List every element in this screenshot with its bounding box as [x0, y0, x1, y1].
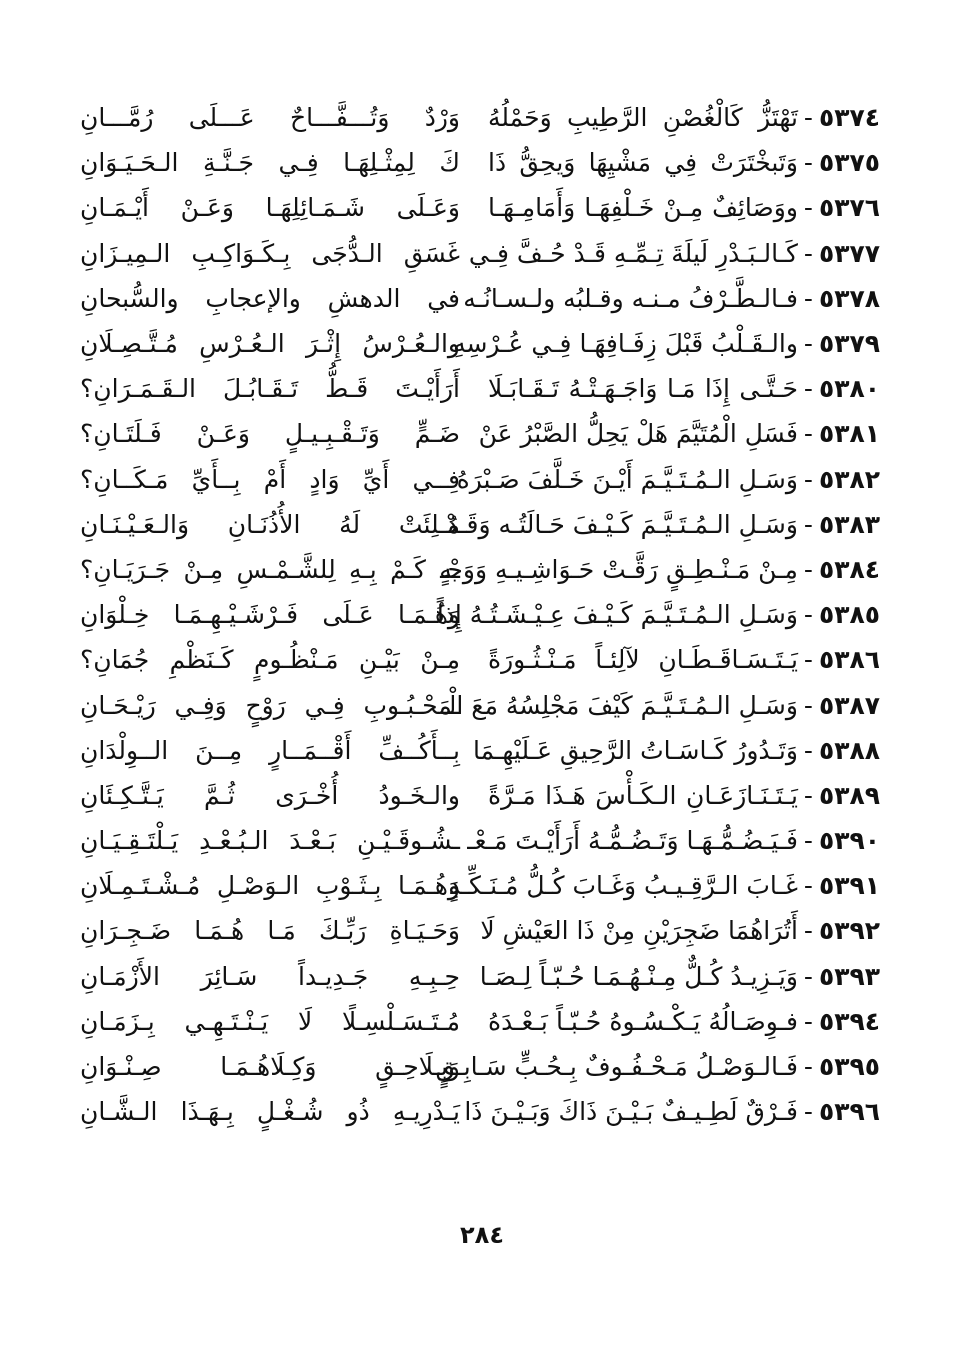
- verse-first-hemistich: [480, 645, 880, 674]
- verse-number: ٥٣٨٣: [818, 509, 880, 539]
- first-hemistich-text: وَسَـلِ الـمُـتَـيَّـمَ كَـيْـفَ عِـيْـشَـتُـهُ إِذاً: [436, 600, 798, 630]
- verse-row: [80, 185, 880, 230]
- verse-first-hemistich: [480, 103, 880, 132]
- verse-number: ٥٣٩٣: [818, 961, 880, 991]
- first-hemistich-text: فَـرْقٌ لَطِـيـفٌ بَـيْـنَ ذَاكَ وَبَـيْـنَ ذَا: [464, 1097, 798, 1127]
- verse-first-hemistich: [446, 509, 880, 539]
- verse-number: ٥٣٩١: [818, 871, 880, 901]
- verse-number-dash: -: [803, 419, 813, 449]
- verse-number: ٥٣٧٨: [818, 283, 880, 313]
- first-hemistich-text: وَيَـزِيـدُ كُـلٌّ مِـنْـهُـمَـا حُـبّـاً لِـصَـا: [479, 961, 798, 991]
- first-hemistich-text: حَـتَّـى إِذَا مَـا وَاجَـهَـتْـهُ تَـقَـابَـلَا: [488, 374, 798, 404]
- verse-second-hemistich: حِـبِـهِ جَـدِيـداً سَـائِرَ الأَزْمَـانِ: [80, 961, 460, 991]
- verse-second-hemistich: فِــي أَيِّ وَادٍ أَمْ بِــأَيِّ مَـكَــانِ؟: [80, 464, 460, 494]
- verse-row: [80, 321, 880, 366]
- verse-number-dash: -: [803, 1006, 813, 1036]
- first-hemistich-text: ووَصَائِفٌ مِـنْ خَـلْفِهَـا وَأَمَامِـهَـا: [488, 193, 798, 223]
- first-hemistich-text: والـقَـلْبُ قَبْلَ زِفَـافِهَـا فِـي عُـرْسِهِ: [453, 329, 798, 359]
- verse-number-dash: -: [803, 238, 813, 268]
- verse-number-dash: -: [803, 1052, 813, 1082]
- verse-number: ٥٣٧٦: [818, 193, 880, 223]
- verse-number: ٥٣٨٦: [818, 645, 880, 675]
- verse-second-hemistich: بِــأَكُــفِّ أَقْــمَــارٍ مِــنَ الــوِلْدَانِ: [80, 735, 460, 765]
- verse-row: [80, 908, 880, 953]
- verse-first-hemistich: [468, 238, 880, 268]
- verse-number-dash: -: [803, 600, 813, 630]
- verse-first-hemistich: [448, 871, 880, 901]
- verse-number-dash: -: [803, 103, 813, 133]
- verse-second-hemistich: وَهُـمَـا بِـثَـوْبِ الـوَصْـلِ مُـشْـتَـمِـلَانِ: [80, 871, 460, 901]
- verse-second-hemistich: ضَـمٍّ وَتَـقْـبِـيـلٍ وَعَـنْ فَـلَتَـانِ؟: [80, 419, 460, 449]
- verse-number-dash: -: [803, 509, 813, 539]
- verse-number-dash: -: [803, 329, 813, 359]
- verse-second-hemistich: والـخَـودُ أُخْـرَى ثُـمَّ يَـتَّـكِـئَانِ: [80, 780, 460, 810]
- verse-second-hemistich: والـعُـرْسُ إِثْـرَ الـعُـرْسِ مُـتَّـصِـلَانِ: [80, 329, 460, 359]
- first-hemistich-text: فَـيَـضُـمُّـهَـا وَتَـضُـمُّـهُ أَرَأَيْـتَ مَـعْـ: [467, 826, 798, 856]
- verse-second-hemistich: وَهُـمَـا عَـلَى فَـرْشَـيْـهِـمَـا خِـلْوَانِ: [80, 600, 460, 630]
- verse-number-dash: -: [803, 554, 813, 584]
- first-hemistich-text: فـوِصَـالُهُ يَـكْـسُـوهُ حُـبّـاً بَـعْـدَهُ: [488, 1006, 798, 1036]
- verse-number: ٥٣٨٩: [818, 780, 880, 810]
- verse-number: ٥٣٩٢: [818, 916, 880, 946]
- verse-first-hemistich: [480, 781, 880, 810]
- verse-row: [80, 366, 880, 411]
- verse-row: [80, 411, 880, 456]
- verse-second-hemistich: مُـلِئَتْ لَهُ الأُذُنَـانِ وَالـعَـيْـنَـانِ: [80, 509, 460, 539]
- verse-first-hemistich: [480, 148, 880, 177]
- verse-second-hemistich: يَـدْرِيـهِ ذُو شُـغْـلٍ بِـهَـذَا الـشَّـانِ: [80, 1097, 460, 1127]
- verse-number: ٥٣٨٢: [818, 464, 880, 494]
- verse-row: [80, 231, 880, 276]
- first-hemistich-text: أَتُرَاهُمَا ضَجِرَيْنِ مِنْ ذَا العَيْشِ لَا: [480, 916, 798, 946]
- verse-row: [80, 682, 880, 727]
- first-hemistich-text: فـالـطَّـرْفُ مـنـه وقـلبُه ولـسـانُـه: [463, 283, 798, 313]
- verse-number: ٥٣٨٧: [818, 690, 880, 720]
- verse-row: [80, 95, 880, 140]
- verse-first-hemistich: [480, 962, 880, 991]
- verse-number-dash: -: [803, 283, 813, 313]
- verse-second-hemistich: ـهٍ كَـمْ بِـهِ لِلشَّـمْـسِ مِـنْ جَـرَيَـانِ؟: [80, 554, 460, 584]
- verse-row: [80, 502, 880, 547]
- first-hemistich-text: وَتَـدُورُ كَـاسَـاتُ الرَّحِيقِ عَـلَيْهِـمَا: [473, 735, 798, 765]
- verse-number-dash: -: [803, 464, 813, 494]
- verse-number-dash: -: [803, 916, 813, 946]
- verse-row: [80, 547, 880, 592]
- verse-first-hemistich: [480, 916, 880, 945]
- first-hemistich-text: تَهْتَزُّ كَالْغُصْنِ الرَّطِيبِ وَحَمْلُهُ: [488, 103, 798, 133]
- verse-number-dash: -: [803, 826, 813, 856]
- verse-number: ٥٣٧٥: [818, 148, 880, 178]
- verse-number-dash: -: [803, 193, 813, 223]
- verse-first-hemistich: [441, 690, 880, 720]
- verse-row: [80, 999, 880, 1044]
- verse-number-dash: -: [803, 871, 813, 901]
- verse-row: [80, 1089, 880, 1134]
- verse-number: ٥٣٩٠: [818, 826, 880, 856]
- verse-row: [80, 728, 880, 773]
- first-hemistich-text: يَـتَـنَـازَعَـانِ الـكَـأْسَ هَـذَا مَـرَّةً: [488, 780, 798, 810]
- verse-row: [80, 592, 880, 637]
- verse-row: [80, 1044, 880, 1089]
- first-hemistich-text: فَسَلِ الْمُتَيَّمَ هَلْ يَحِلُّ الصَّبْرُ عَنْ: [478, 419, 798, 449]
- verse-first-hemistich: [480, 419, 880, 448]
- verse-row: [80, 863, 880, 908]
- first-hemistich-text: كَـالـبَـدْرِ لَيلَةَ تِـمِّـهِ قَـدْ حُـفَّ فِـي: [468, 238, 798, 268]
- verse-number-dash: -: [803, 961, 813, 991]
- verse-number: ٥٣٨١: [818, 419, 880, 449]
- verse-first-hemistich: [440, 554, 880, 584]
- verse-number: ٥٣٨٠: [818, 374, 880, 404]
- verse-number-dash: -: [803, 645, 813, 675]
- verse-first-hemistich: [480, 193, 880, 222]
- verse-row: [80, 637, 880, 682]
- verse-row: [80, 773, 880, 818]
- first-hemistich-text: غَـابَ الـرَّقِـيـبُ وَغَـابَ كُـلُّ مُـنَـكِّـدٍ: [448, 871, 798, 901]
- first-hemistich-text: وَسَـلِ الـمُـتَـيَّـمَ كَـيْـفَ حَـالَتُـه وَقَـدْ: [446, 509, 798, 539]
- verse-first-hemistich: [480, 1007, 880, 1036]
- verse-second-hemistich: وَبِـلَاحِـقٍ وَكِـلَاهُـمَـا صِـنْـوَانِ: [80, 1052, 460, 1082]
- verse-first-hemistich: [463, 283, 880, 313]
- verse-number-dash: -: [803, 735, 813, 765]
- verse-second-hemistich: وَعَـلَى شَـمَـائِلِهَـا وَعَـنْ أَيْـمَـانِ: [80, 193, 460, 223]
- verse-second-hemistich: ـشُـوقَـيْـنِ بَـعْـدَ الـبُـعْـدِ يَـلْتَـقِـيَـانِ: [80, 826, 460, 856]
- verse-number: ٥٣٧٧: [818, 238, 880, 268]
- verse-second-hemistich: وَحَـيَـاةِ رَبِّـكَ مَـا هُـمَـا ضَـجِـرَانِ: [80, 916, 460, 946]
- verse-second-hemistich: ـمَحْـبُـوبِ فِـي رَوْحٍ وَفِـي رَيْـحَـانِ: [80, 690, 460, 720]
- verse-number: ٥٣٨٨: [818, 735, 880, 765]
- verse-number-dash: -: [803, 780, 813, 810]
- verse-number: ٥٣٨٥: [818, 600, 880, 630]
- verse-first-hemistich: [464, 1097, 880, 1127]
- verse-number: ٥٣٨٤: [818, 554, 880, 584]
- first-hemistich-text: وَتَبخْتَرَتْ فِي مَشْيِهَا وَيحِقُّ ذَا: [488, 148, 798, 178]
- verse-number-dash: -: [803, 148, 813, 178]
- verse-second-hemistich: كَ لِمِثْـلِهَـا فِـي جَـنَّـةِ الـحَـيَـوَانِ: [80, 148, 460, 178]
- verse-second-hemistich: غَسَقِ الـدُّجَى بِـكَـوَاكِـبِ الـمِيـزَانِ: [80, 238, 460, 268]
- verse-number: ٥٣٩٦: [818, 1097, 880, 1127]
- first-hemistich-text: وَسَـلِ الـمُـتَـيَّـمَ أَيْـنَ خَـلَّفَ صَـبْرَهُ: [456, 464, 798, 494]
- verse-number-dash: -: [803, 690, 813, 720]
- verse-second-hemistich: مُـتَـسَـلْسِـلًا لَا يَـنْـتَـهِـي بِـزَمَـانِ: [80, 1006, 460, 1036]
- verse-first-hemistich: [453, 329, 880, 359]
- first-hemistich-text: وَسَـلِ الـمُـتَـيَّـمَ كَيْفَ مَجْلِسُهُ مَعَ الْـ: [441, 690, 798, 720]
- page-number: ٢٨٤: [460, 1221, 504, 1249]
- verse-number: ٥٣٧٤: [818, 103, 880, 133]
- verse-first-hemistich: [435, 1052, 880, 1082]
- verse-second-hemistich: وَرْدٌ وَتُـــفَّـــاحٌ عَـــلَى رُمَّـــانِ: [80, 103, 460, 133]
- verse-number: ٥٣٧٩: [818, 329, 880, 359]
- verse-row: [80, 276, 880, 321]
- verse-first-hemistich: [473, 735, 880, 765]
- verse-first-hemistich: [480, 374, 880, 403]
- verse-first-hemistich: [467, 826, 880, 856]
- verse-row: [80, 457, 880, 502]
- verse-number: ٥٣٩٤: [818, 1006, 880, 1036]
- verse-row: [80, 818, 880, 863]
- first-hemistich-text: يَـتَـسَـاقَـطَـانِ لآلِئـاً مَـنْـثُـورَةً: [488, 645, 798, 675]
- verse-number-dash: -: [803, 1097, 813, 1127]
- verse-first-hemistich: [456, 464, 880, 494]
- verse-number: ٥٣٩٥: [818, 1052, 880, 1082]
- verse-row: [80, 140, 880, 185]
- first-hemistich-text: فَـالـوَصْـلُ مَـحْـفُـوفٌ بِـحُـبٍّ سَـابِـقٍ: [435, 1052, 798, 1082]
- first-hemistich-text: مِـنْ مَـنْـطِـقٍ رَقَّـتْ حَـوَاشِـيـهِ وَوَجْـ: [440, 554, 798, 584]
- verse-first-hemistich: [436, 600, 880, 630]
- verse-row: [80, 954, 880, 999]
- verse-number-dash: -: [803, 374, 813, 404]
- verse-second-hemistich: أَرَأَيْـتَ قَـطُّ تَـقَـابُـلَ الـقَـمَـرَانِ؟: [80, 374, 460, 404]
- poem-verses: [80, 95, 880, 1134]
- verse-second-hemistich: في الدهشِ والإعجابِ والسُّبحانِ: [80, 283, 460, 313]
- verse-second-hemistich: مِـنْ بَيْـنِ مَـنْظُـومٍ كَـنَظْمِ جُمَانِ؟: [80, 645, 460, 675]
